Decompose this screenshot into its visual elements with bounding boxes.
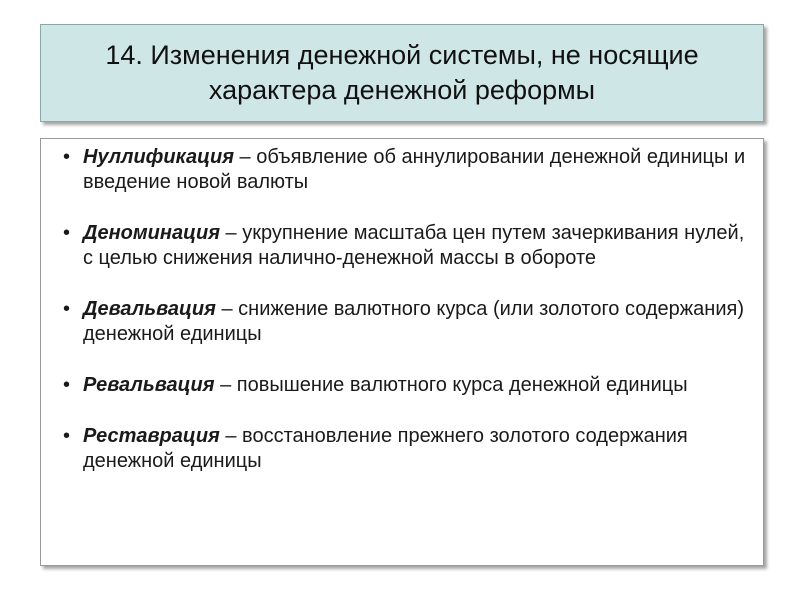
list-item-revaluation — [63, 373, 751, 398]
bullet-icon: • — [63, 298, 71, 320]
term-label: Ревальвация — [83, 374, 215, 396]
list-item-restoration — [63, 424, 751, 474]
title-line-2: характера денежной реформы — [208, 75, 596, 105]
term-definition: – повышение валютного курса денежной единицы — [214, 374, 688, 396]
term-label: Нуллификация — [83, 146, 234, 168]
term-definition: – восстановление прежнего золотого содержания денежной единицы — [83, 425, 688, 472]
bullet-icon: • — [63, 146, 71, 168]
term-label: Деноминация — [83, 222, 220, 244]
list-item-nullification — [63, 145, 751, 195]
content-box — [40, 138, 764, 566]
term-definition: – укрупнение масштаба цен путем зачеркивания нулей, с целью снижения налично-денежной массы в обороте — [83, 222, 745, 269]
bullet-icon: • — [63, 425, 71, 447]
title-box — [40, 24, 764, 122]
list-item-devaluation — [63, 297, 751, 347]
bullet-icon: • — [63, 222, 71, 244]
list-item-denomination — [63, 221, 751, 271]
term-definition: – объявление об аннулировании денежной единицы и введение новой валюты — [83, 146, 746, 193]
term-definition: – снижение валютного курса (или золотого содержания) денежной единицы — [83, 298, 745, 345]
title-line-1: 14. Изменения денежной системы, не носящие — [105, 40, 699, 70]
slide-title — [62, 38, 742, 108]
bullet-icon: • — [63, 374, 71, 396]
term-label: Реставрация — [83, 425, 220, 447]
term-label: Девальвация — [83, 298, 216, 320]
term-list — [63, 145, 751, 474]
